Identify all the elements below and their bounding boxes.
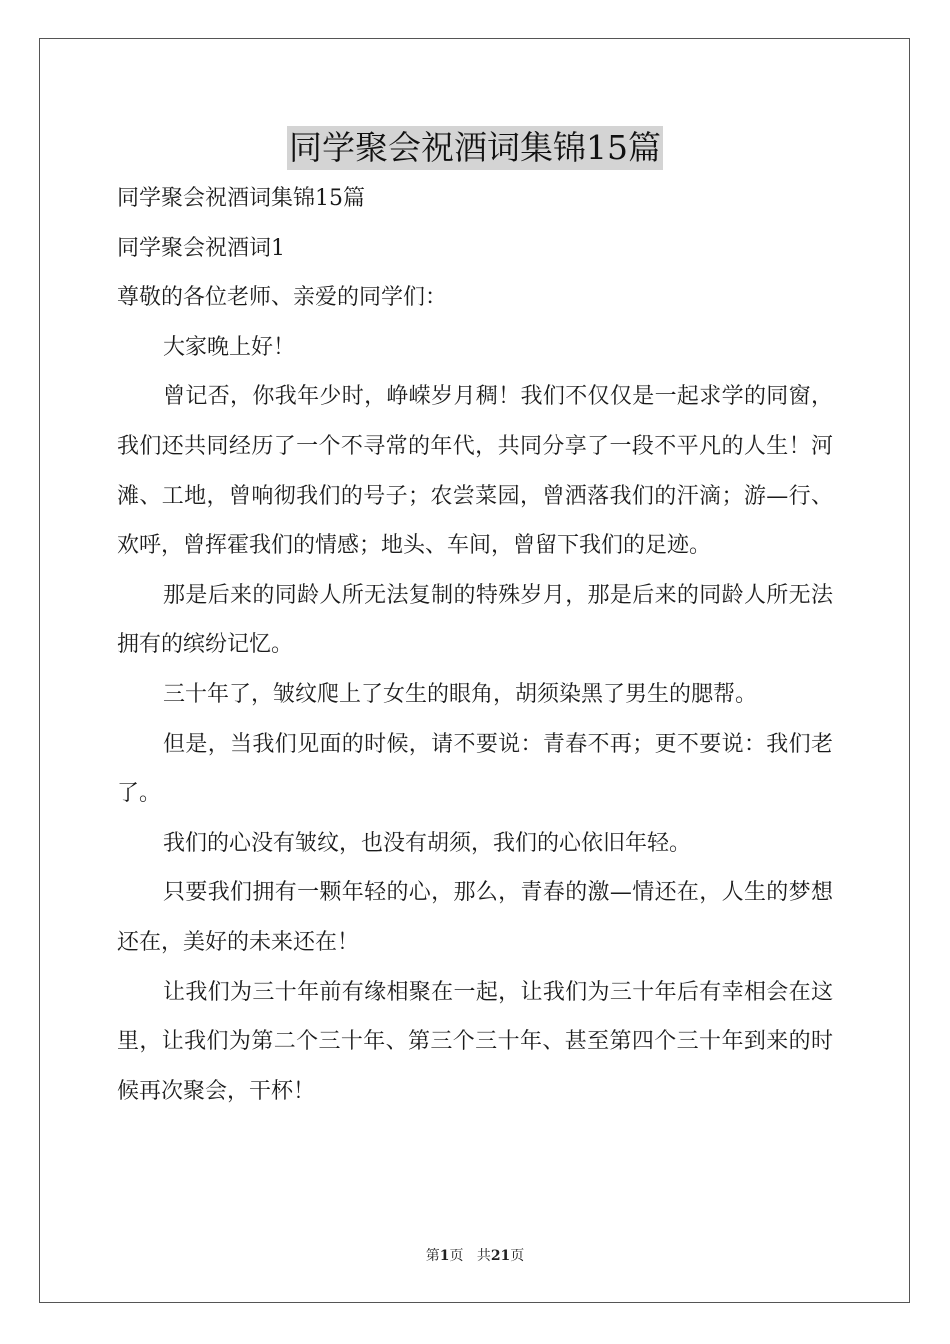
section-heading: 同学聚会祝酒词1	[117, 235, 285, 261]
paragraph: 三十年了，皱纹爬上了女生的眼角，胡须染黑了男生的腮帮。	[163, 681, 758, 707]
paragraph: 只要我们拥有一颗年轻的心，那么，青春的激—情还在，人生的梦想还在，美好的未来还在！	[117, 880, 833, 955]
page-suffix: 页	[449, 1248, 464, 1264]
page-prefix: 第	[425, 1248, 440, 1264]
paragraph: 我们的心没有皱纹，也没有胡须，我们的心依旧年轻。	[163, 830, 692, 856]
paragraph: 但是，当我们见面的时候，请不要说：青春不再；更不要说：我们老了。	[117, 731, 833, 807]
document-title: 同学聚会祝酒词集锦15篇	[287, 126, 663, 170]
paragraph: 让我们为三十年前有缘相聚在一起，让我们为三十年后有幸相会在这里，让我们为第二个三十年、第三个三十年、甚至第四个三十年到来的时候再次聚会，干杯！	[117, 979, 833, 1104]
paragraph: 大家晚上好！	[163, 334, 296, 360]
subtitle-line: 同学聚会祝酒词集锦15篇	[117, 186, 365, 211]
document-body	[117, 174, 833, 1116]
paragraph: 曾记否，你我年少时，峥嵘岁月稠！我们不仅仅是一起求学的同窗，我们还共同经历了一个不寻常的年代，共同分享了一段不平凡的人生！河滩、工地，曾响彻我们的号子；农尝菜园，曾洒落我们的汗滴；游—行、欢呼，曾挥霍我们的情感；地头、车间，曾留下我们的足迹。	[117, 384, 833, 559]
page-footer	[0, 1246, 950, 1266]
total-suffix: 页	[510, 1248, 525, 1264]
title-container	[0, 126, 950, 170]
paragraph: 那是后来的同龄人所无法复制的特殊岁月，那是后来的同龄人所无法拥有的缤纷记忆。	[117, 582, 833, 658]
total-prefix: 共	[476, 1248, 491, 1264]
page-total: 21	[490, 1248, 511, 1264]
page-current: 1	[439, 1248, 450, 1264]
salutation: 尊敬的各位老师、亲爱的同学们：	[117, 285, 448, 311]
